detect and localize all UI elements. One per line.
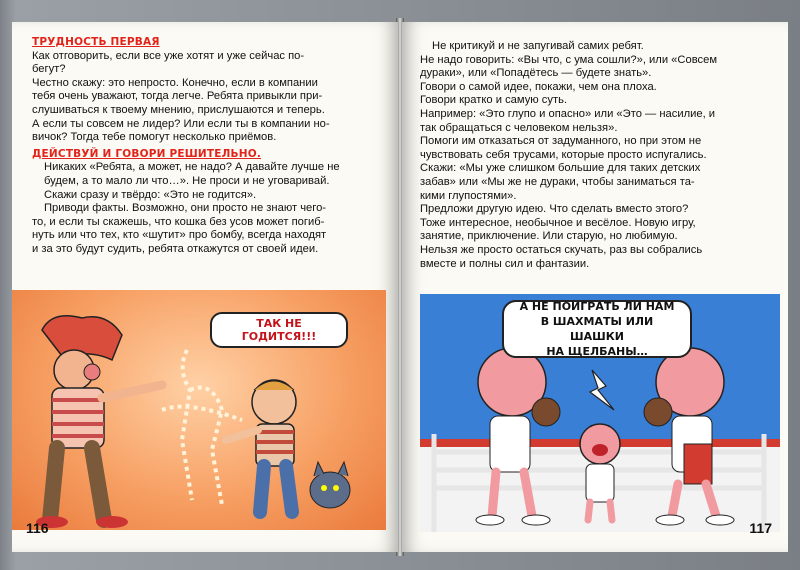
right-line: так обращаться с человеком нельзя». <box>420 121 618 134</box>
right-line: забав» или «Мы же не дураки, чтобы заниматься та- <box>420 175 695 188</box>
left-para1-line: тебя очень уважают, тогда легче. Ребята привыкли при- <box>32 90 323 103</box>
left-para2-line: Приводи факты. Возможно, они просто не знают чего- <box>44 202 327 215</box>
right-line: дураки», или «Попадётесь — будете знать». <box>420 67 652 80</box>
right-line: Предложи другую идею. Что сделать вместо этого? <box>420 203 689 216</box>
speech-bubble-line: В ШАХМАТЫ ИЛИ ШАШКИ <box>540 315 654 343</box>
speech-bubble <box>502 300 692 358</box>
left-para2-line: то, и если ты скажешь, что кошка без усов может погиб- <box>32 215 325 228</box>
right-line: Не надо говорить: «Вы что, с ума сошли?», или «Совсем <box>420 53 718 66</box>
right-line: Говори кратко и самую суть. <box>420 94 568 107</box>
right-line: Не критикуй и не запугивай самих ребят. <box>432 40 644 52</box>
heading-first-difficulty: ТРУДНОСТЬ ПЕРВАЯ <box>32 36 160 48</box>
right-page <box>402 22 788 552</box>
page-number-left: 116 <box>26 520 49 536</box>
right-illustration <box>420 294 780 532</box>
right-line: чувствовать себя трусами, которые просто испугались. <box>420 148 707 161</box>
left-para1-line: слушиваться к твоему мнению, прислушаются и теперь. <box>32 103 325 116</box>
left-text-block <box>32 36 384 257</box>
heading-act-decisively: ДЕЙСТВУЙ И ГОВОРИ РЕШИТЕЛЬНО. <box>32 147 262 160</box>
speech-bubble <box>210 312 348 348</box>
right-text-block <box>420 40 776 271</box>
left-para2-line: будем, а то мало ли что…». Не проси и не уговаривай. <box>44 174 330 187</box>
right-line: занятие, приключение. Или старую, но любимую. <box>420 230 678 243</box>
right-line: Нельзя же просто остаться скучать, раз вы собрались <box>420 243 703 256</box>
left-para2-line: Скажи сразу и твёрдо: «Это не годится». <box>44 188 257 201</box>
left-para1-line: вичок? Тогда тебе помогут несколько приёмов. <box>32 131 277 144</box>
left-page <box>12 22 398 552</box>
left-para2-line: Никаких «Ребята, а может, не надо? А давайте лучше не <box>44 161 340 174</box>
right-line: Тоже интересное, необычное и весёлое. Новую игру, <box>420 216 696 229</box>
left-para1-line: бегут? <box>32 63 66 76</box>
speech-bubble-line: А НЕ ПОИГРАТЬ ЛИ НАМ <box>519 300 675 313</box>
right-line: Говори о самой идее, покажи, чем она плоха. <box>420 80 657 93</box>
right-line: Например: «Это глупо и опасно» или «Это — насилие, и <box>420 107 716 120</box>
speech-bubble-text: ТАК НЕ ГОДИТСЯ!!! <box>241 317 317 343</box>
right-line: кими глупостями». <box>420 189 517 202</box>
left-para2-line: нуть или что тех, кто «шутит» про бомбу, всегда находят <box>32 229 327 242</box>
right-line: Скажи: «Мы уже слишком большие для таких детских <box>420 162 701 175</box>
speech-bubble-line: НА ЩЕЛБАНЫ… <box>546 345 648 358</box>
left-para1-line: Честно скажу: это непросто. Конечно, если в компании <box>32 76 318 89</box>
right-line: вместе и полны сил и фантазии. <box>420 257 590 270</box>
left-illustration <box>12 290 386 530</box>
left-para1-line: Как отговорить, если все уже хотят и уже сейчас по- <box>32 49 305 62</box>
left-para2-line: и за это будут судить, ребята откажутся от своей идеи. <box>32 242 319 255</box>
page-number-right: 117 <box>749 520 772 536</box>
right-line: Помоги им отказаться от задуманного, но при этом не <box>420 135 702 148</box>
left-para1-line: А если ты совсем не лидер? Или если ты в компании но- <box>32 117 330 130</box>
